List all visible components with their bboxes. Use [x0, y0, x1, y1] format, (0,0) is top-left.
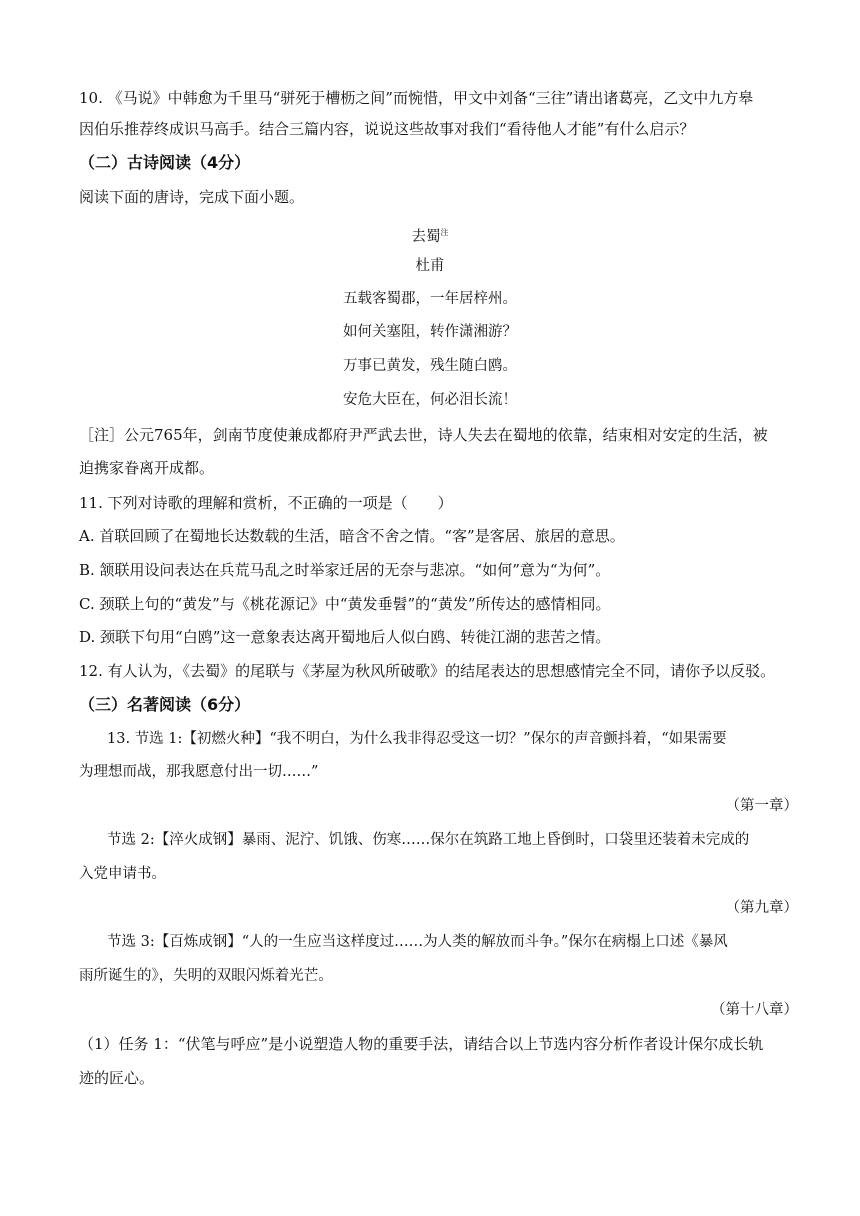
section-heading-classics: （三）名著阅读（6分）	[79, 695, 251, 714]
q11-stem: 11. 下列对诗歌的理解和赏析，不正确的一项是（ ）	[79, 494, 453, 512]
poem-line-4: 安危大臣在，何必泪长流！	[343, 392, 517, 408]
poem-title-text: 去蜀	[411, 228, 441, 245]
poem-title	[0, 223, 860, 247]
q13-task1-line1: （1）任务 1：“伏笔与呼应”是小说塑造人物的重要手法，请结合以上节选内容分析作者设计保尔成长轨	[79, 1035, 764, 1053]
q13-excerpt1-chapter: （第一章）	[725, 798, 798, 814]
q13-excerpt3-chapter: （第十八章）	[711, 1002, 798, 1018]
section-heading-poetry: （二）古诗阅读（4分）	[79, 153, 251, 172]
q11-option-a: A. 首联回顾了在蜀地长达数载的生活，暗含不舍之情。“客”是客居、旅居的意思。	[79, 527, 625, 545]
q12-stem: 12. 有人认为，《去蜀》的尾联与《茅屋为秋风所破歌》的结尾表达的思想感情完全不同，请你予以反驳。	[79, 662, 776, 680]
q11-option-d: D. 颈联下句用“白鸥”这一意象表达离开蜀地后人似白鸥、转徙江湖的悲苦之情。	[79, 628, 611, 646]
q13-excerpt3-line1: 节选 3:【百炼成钢】“人的一生应当这样度过……为人类的解放而斗争。”保尔在病榻上口述《暴风	[107, 934, 728, 950]
q10-text-line2: 因伯乐推荐终成识马高手。结合三篇内容，说说这些故事对我们“看待他人才能”有什么启示？	[79, 120, 695, 138]
poem-line-2: 如何关塞阻，转作潇湘游？	[343, 324, 517, 340]
q11-option-c: C. 颈联上句的“黄发”与《桃花源记》中“黄发垂髫”的“黄发”所传达的感情相同。	[79, 595, 611, 613]
poem-note-line2: 迫携家眷离开成都。	[79, 459, 215, 477]
q13-excerpt1-line2: 为理想而战，那我愿意付出一切……”	[79, 764, 319, 780]
q10-text-line1: 10. 《马说》中韩愈为千里马“骈死于槽枥之间”而惋惜，甲文中刘备“三往”请出诸葛亮，乙文中九方皋	[79, 89, 754, 107]
poem-line-1: 五载客蜀郡，一年居梓州。	[343, 291, 517, 307]
poem-author: 杜甫	[415, 258, 445, 274]
q13-excerpt1-line1: 13. 节选 1:【初燃火种】“我不明白，为什么我非得忍受这一切？”保尔的声音颤抖着，“如果需要	[107, 731, 727, 747]
q13-task1-line2: 迹的匠心。	[79, 1069, 155, 1087]
q13-excerpt2-line2: 入党申请书。	[79, 866, 166, 882]
q13-excerpt2-chapter: （第九章）	[725, 900, 798, 916]
poem-line-3: 万事已黄发，残生随白鸥。	[343, 358, 517, 374]
poem-note-line1: ［注］公元765年，剑南节度使兼成都府尹严武去世，诗人失去在蜀地的依靠，结束相对安定的生活，被	[79, 426, 768, 444]
q13-excerpt3-line2: 雨所诞生的》，失明的双眼闪烁着光芒。	[79, 968, 333, 984]
q11-option-b: B. 颔联用设问表达在兵荒马乱之时举家迁居的无奈与悲凉。“如何”意为“为何”。	[79, 561, 611, 579]
poetry-intro: 阅读下面的唐诗，完成下面小题。	[79, 188, 305, 206]
poem-title-note-mark: 注	[440, 228, 449, 237]
q13-excerpt2-line1: 节选 2:【淬火成钢】暴雨、泥泞、饥饿、伤寒……保尔在筑路工地上昏倒时，口袋里还装着未完成的	[107, 832, 750, 848]
